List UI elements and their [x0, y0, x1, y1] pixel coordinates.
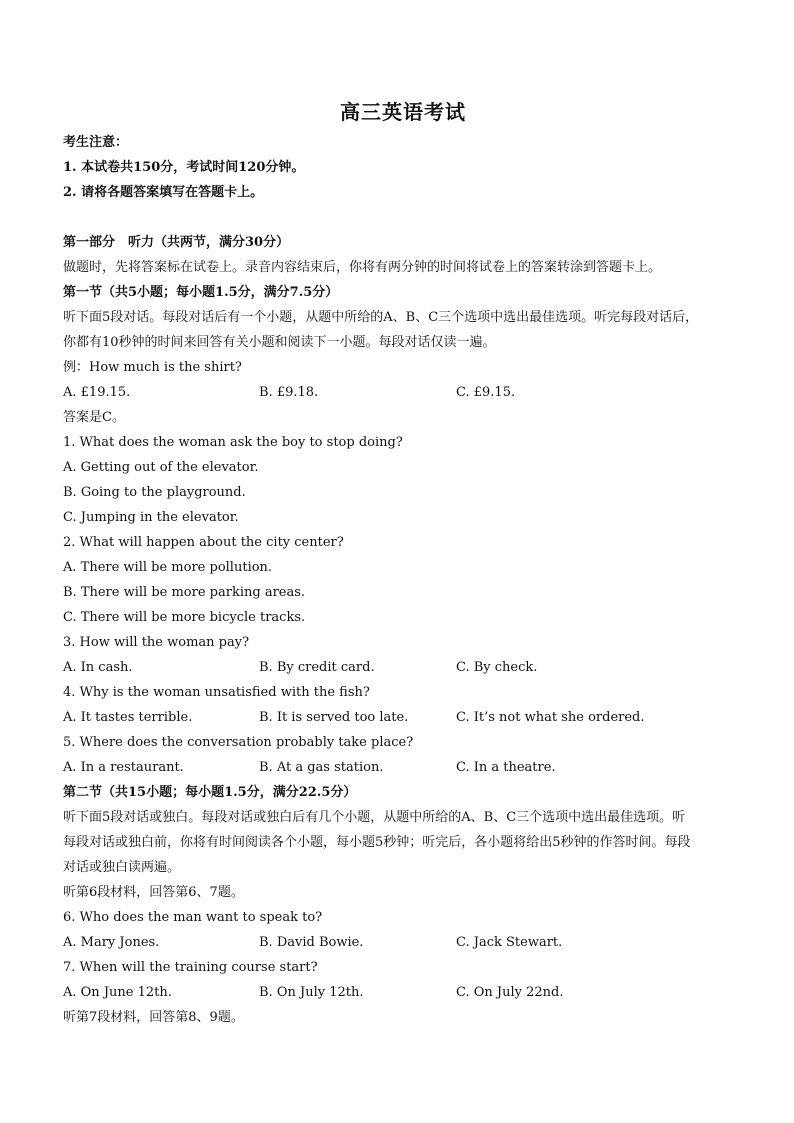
q3-option-c: C. By check.: [456, 660, 538, 675]
question-5: 5. Where does the conversation probably take place?: [63, 735, 414, 750]
notice-heading: 考生注意：: [63, 135, 129, 150]
section1-heading: 第一节（共5小题；每小题1.5分，满分7.5分）: [63, 285, 339, 300]
part1-instruction: 做题时，先将答案标在试卷上。录音内容结束后，你将有两分钟的时间将试卷上的答案转涂到答题卡上。: [63, 260, 662, 275]
q3-option-b: B. By credit card.: [259, 660, 375, 675]
q7-option-b: B. On July 12th.: [259, 985, 364, 1000]
q4-option-a: A. It tastes terrible.: [63, 710, 193, 725]
question-6: 6. Who does the man want to speak to?: [63, 910, 323, 925]
question-4: 4. Why is the woman unsatisfied with the fish?: [63, 685, 370, 700]
q2-option-c: C. There will be more bicycle tracks.: [63, 610, 306, 625]
q2-option-b: B. There will be more parking areas.: [63, 585, 306, 600]
example-question: 例：How much is the shirt?: [63, 360, 242, 375]
q1-option-c: C. Jumping in the elevator.: [63, 510, 239, 525]
question-3: 3. How will the woman pay?: [63, 635, 250, 650]
q3-option-a: A. In cash.: [63, 660, 133, 675]
section1-instruction-line: 听下面5段对话。每段对话后有一个小题，从题中所给的A、B、C三个选项中选出最佳选项。听完每段对话后，: [63, 310, 699, 325]
part1-heading: 第一部分 听力（共两节，满分30分）: [63, 235, 290, 250]
q2-option-a: A. There will be more pollution.: [63, 560, 273, 575]
q5-option-a: A. In a restaurant.: [63, 760, 184, 775]
section2-instruction-line: 每段对话或独白前，你将有时间阅读各个小题，每小题5秒钟；听完后，各小题将给出5秒钟的作答时间。每段: [63, 835, 691, 850]
q1-option-a: A. Getting out of the elevator.: [63, 460, 259, 475]
q6-option-c: C. Jack Stewart.: [456, 935, 563, 950]
example-option-b: B. £9.18.: [259, 385, 319, 400]
question-7: 7. When will the training course start?: [63, 960, 318, 975]
section2-instruction-line: 对话或独白读两遍。: [63, 860, 181, 875]
example-option-c: C. £9.15.: [456, 385, 516, 400]
material-7-heading: 听第7段材料，回答第8、9题。: [63, 1010, 244, 1025]
q5-option-c: C. In a theatre.: [456, 760, 556, 775]
q4-option-b: B. It is served too late.: [259, 710, 409, 725]
notice-item: 2. 请将各题答案填写在答题卡上。: [63, 185, 264, 200]
material-6-heading: 听第6段材料，回答第6、7题。: [63, 885, 244, 900]
question-1: 1. What does the woman ask the boy to stop doing?: [63, 435, 403, 450]
notice-item: 1. 本试卷共150分，考试时间120分钟。: [63, 160, 305, 175]
section1-instruction-line: 你都有10秒钟的时间来回答有关小题和阅读下一小题。每段对话仅读一遍。: [63, 335, 496, 350]
q4-option-c: C. It’s not what she ordered.: [456, 710, 645, 725]
q5-option-b: B. At a gas station.: [259, 760, 384, 775]
q1-option-b: B. Going to the playground.: [63, 485, 246, 500]
q7-option-a: A. On June 12th.: [63, 985, 172, 1000]
q7-option-c: C. On July 22nd.: [456, 985, 564, 1000]
q6-option-a: A. Mary Jones.: [63, 935, 160, 950]
q6-option-b: B. David Bowie.: [259, 935, 364, 950]
section2-instruction-line: 听下面5段对话或独白。每段对话或独白后有几个小题，从题中所给的A、B、C三个选项中选出最佳选项。听: [63, 810, 686, 825]
example-option-a: A. £19.15.: [63, 385, 131, 400]
section2-heading: 第二节（共15小题；每小题1.5分，满分22.5分）: [63, 785, 357, 800]
page-title: 高三英语考试: [340, 100, 466, 124]
example-answer: 答案是C。: [63, 410, 125, 425]
question-2: 2. What will happen about the city center?: [63, 535, 344, 550]
